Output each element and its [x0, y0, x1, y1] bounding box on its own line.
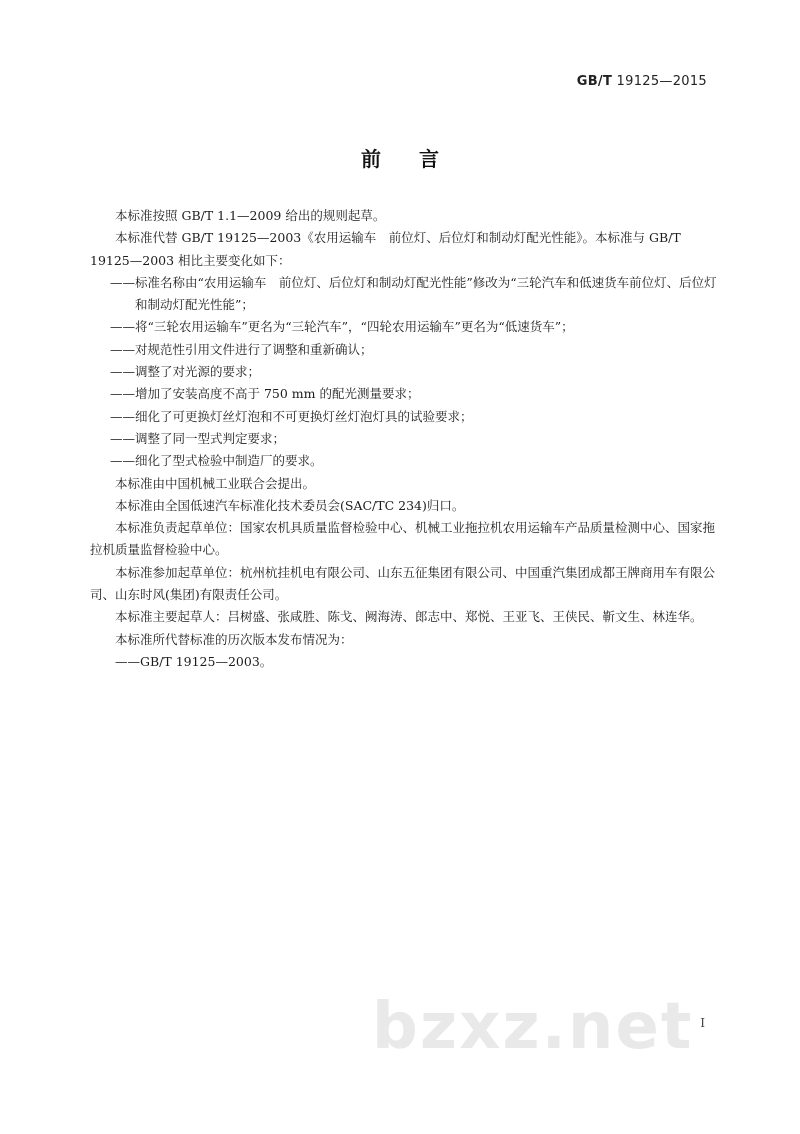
paragraph-drafting-rules: 本标准按照 GB/T 1.1—2009 给出的规则起草。 — [115, 208, 386, 223]
page-title: 前言 — [361, 147, 477, 171]
change-item: ——对规范性引用文件进行了调整和重新确认； — [110, 341, 373, 357]
paragraph-proposed-by: 本标准由中国机械工业联合会提出。 — [115, 475, 316, 491]
change-item: ——增加了安装高度不高于 750 mm 的配光测量要求； — [110, 386, 420, 402]
standard-code: 19125—2015 — [612, 74, 707, 89]
standard-prefix: GB/T — [576, 74, 613, 89]
change-item: ——将“三轮农用运输车”更名为“三轮汽车”，“四轮农用运输车”更名为“低速货车”； — [110, 319, 574, 335]
paragraph-drafters: 本标准主要起草人：吕树盛、张咸胜、陈戈、阙海涛、郎志中、郑悦、王亚飞、王侠民、靳文生、林连华。 — [115, 609, 703, 625]
standard-number — [577, 74, 707, 89]
change-item: ——细化了型式检验中制造厂的要求。 — [110, 453, 323, 469]
page-number: I — [700, 1016, 705, 1030]
change-item: ——调整了同一型式判定要求； — [110, 430, 286, 446]
paragraph-drafting-units: 本标准负责起草单位：国家农机具质量监督检验中心、机械工业拖拉机农用运输车产品质量检测中心、国家拖拉机质量监督检验中心。 — [90, 520, 716, 558]
paragraph-history-item: ——GB/T 19125—2003。 — [115, 653, 273, 669]
change-item: ——调整了对光源的要求； — [110, 364, 261, 380]
paragraph-history-intro: 本标准所代替标准的历次版本发布情况为： — [115, 631, 353, 647]
foreword-body — [90, 205, 720, 673]
change-item: ——细化了可更换灯丝灯泡和不可更换灯丝灯泡灯具的试验要求； — [110, 408, 473, 424]
paragraph-replaces: 本标准代替 GB/T 19125—2003《农用运输车 前位灯、后位灯和制动灯配光性能》。本标准与 GB/T 19125—2003 相比主要变化如下： — [90, 230, 681, 268]
paragraph-participating-units: 本标准参加起草单位：杭州杭挂机电有限公司、山东五征集团有限公司、中国重汽集团成都王牌商用车有限公司、山东时风(集团)有限责任公司。 — [90, 564, 716, 603]
watermark: bzxz.net — [372, 990, 694, 1064]
change-item: ——标准名称由“农用运输车 前位灯、后位灯和制动灯配光性能”修改为“三轮汽车和低速货车前位灯、后位灯和制动灯配光性能”； — [110, 274, 717, 313]
paragraph-under-jurisdiction: 本标准由全国低速汽车标准化技术委员会(SAC/TC 234)归口。 — [115, 497, 465, 513]
